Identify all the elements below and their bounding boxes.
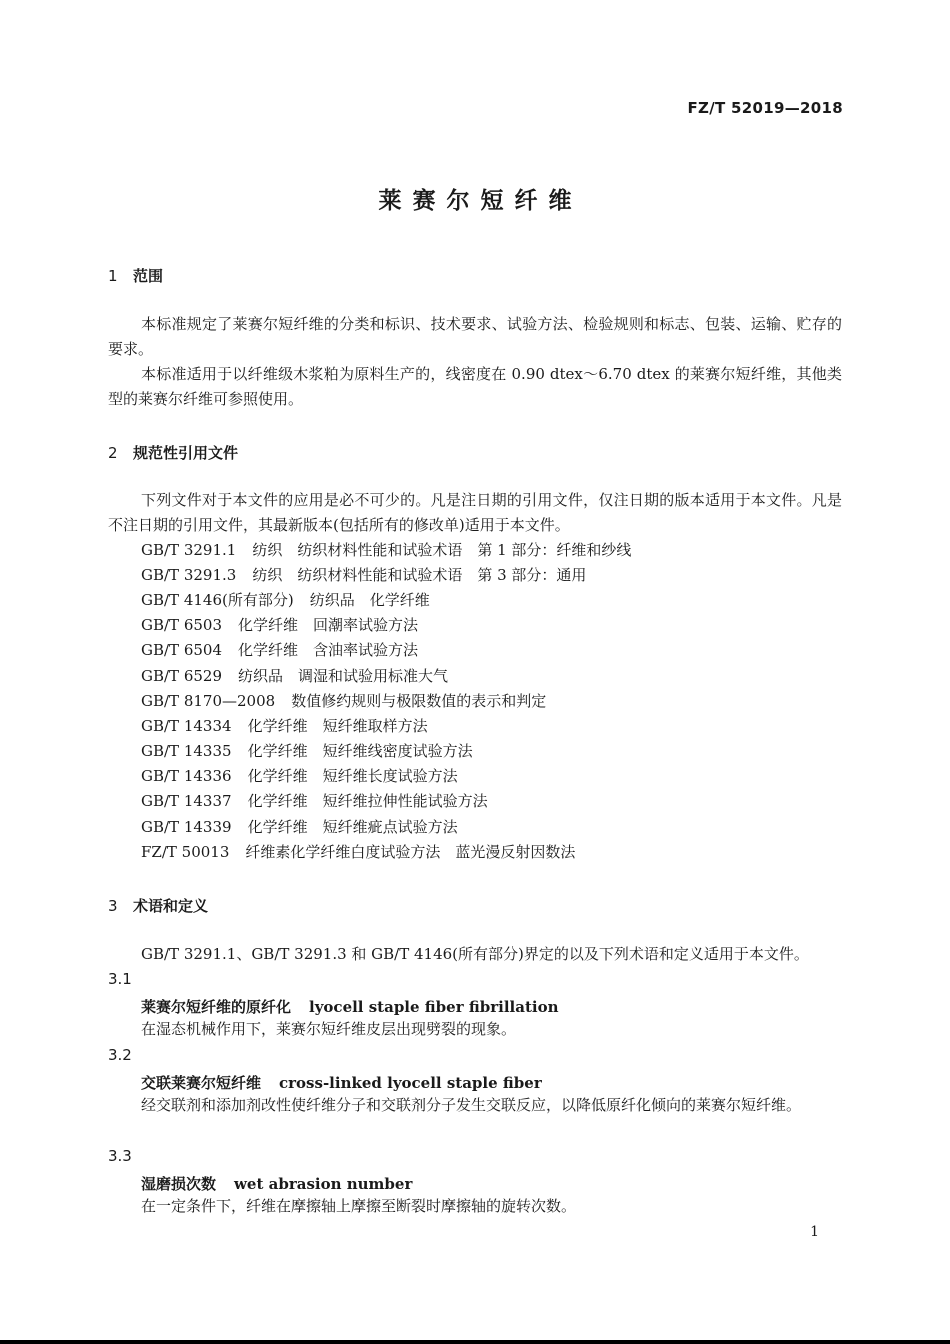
reference-code: GB/T 6504: [141, 641, 223, 659]
reference-code: GB/T 6529: [141, 667, 223, 685]
reference-code: GB/T 4146(所有部分): [141, 591, 294, 609]
reference-code: GB/T 14336: [141, 767, 232, 785]
standard-number: FZ/T 52019—2018: [687, 99, 843, 117]
reference-item: [141, 714, 428, 739]
reference-title: 化学纤维 短纤维疵点试验方法: [247, 818, 458, 836]
reference-title: 化学纤维 短纤维拉伸性能试验方法: [247, 792, 488, 810]
reference-item: [141, 563, 586, 588]
section-title: 规范性引用文件: [133, 444, 239, 462]
reference-item: [141, 764, 458, 789]
page-number: 1: [810, 1224, 819, 1240]
reference-title: 纺织品 调湿和试验用标准大气: [238, 667, 449, 685]
reference-title: 纺织 纺织材料性能和试验术语 第 1 部分：纤维和纱线: [252, 541, 632, 559]
reference-item: [141, 739, 473, 764]
term-definition: 在湿态机械作用下，莱赛尔短纤维皮层出现劈裂的现象。: [141, 1020, 517, 1038]
scope-paragraph-1: 本标准规定了莱赛尔短纤维的分类和标识、技术要求、试验方法、检验规则和标志、包装、运输、贮存的要求。: [108, 315, 842, 358]
term-english: cross-linked lyocell staple fiber: [279, 1074, 542, 1092]
reference-title: 化学纤维 含油率试验方法: [238, 641, 419, 659]
reference-item: [141, 815, 458, 840]
reference-title: 化学纤维 短纤维长度试验方法: [247, 767, 458, 785]
reference-code: GB/T 3291.3: [141, 566, 237, 584]
reference-title: 化学纤维 短纤维线密度试验方法: [247, 742, 473, 760]
section-heading-scope: [108, 265, 163, 286]
reference-item: [141, 664, 448, 689]
term-entry: [141, 1173, 412, 1194]
reference-title: 数值修约规则与极限数值的表示和判定: [291, 692, 547, 710]
section-number: 1: [108, 267, 118, 285]
term-english: wet abrasion number: [234, 1175, 413, 1193]
reference-code: GB/T 14337: [141, 792, 232, 810]
reference-item: [141, 789, 488, 814]
reference-code: GB/T 14334: [141, 717, 232, 735]
section-title: 术语和定义: [133, 897, 209, 915]
clause-number: 3.1: [108, 970, 132, 988]
reference-title: 化学纤维 短纤维取样方法: [247, 717, 428, 735]
reference-title: 化学纤维 回潮率试验方法: [238, 616, 419, 634]
reference-code: GB/T 14335: [141, 742, 232, 760]
reference-item: [141, 613, 418, 638]
reference-code: GB/T 6503: [141, 616, 223, 634]
references-intro: 下列文件对于本文件的应用是必不可少的。凡是注日期的引用文件，仅注日期的版本适用于本文件。凡是不注日期的引用文件，其最新版本(包括所有的修改单)适用于本文件。: [108, 491, 842, 534]
reference-code: GB/T 3291.1: [141, 541, 237, 559]
reference-item: [141, 588, 430, 613]
clause-number: 3.2: [108, 1046, 132, 1064]
terms-intro: GB/T 3291.1、GB/T 3291.3 和 GB/T 4146(所有部分)界定的以及下列术语和定义适用于本文件。: [141, 945, 809, 963]
section-number: 2: [108, 444, 118, 462]
term-english: lyocell staple fiber fibrillation: [309, 998, 559, 1016]
reference-code: FZ/T 50013: [141, 843, 230, 861]
document-title: 莱赛尔短纤维: [378, 188, 583, 214]
section-number: 3: [108, 897, 118, 915]
term-chinese: 湿磨损次数: [141, 1175, 217, 1193]
clause-number: 3.3: [108, 1147, 132, 1165]
scope-paragraph-2: 本标准适用于以纤维级木浆粕为原料生产的，线密度在 0.90 dtex～6.70 dtex 的莱赛尔短纤维，其他类型的莱赛尔纤维可参照使用。: [108, 365, 842, 408]
term-definition: 在一定条件下，纤维在摩擦轴上摩擦至断裂时摩擦轴的旋转次数。: [141, 1197, 577, 1215]
term-chinese: 交联莱赛尔短纤维: [141, 1074, 262, 1092]
reference-title: 纺织 纺织材料性能和试验术语 第 3 部分：通用: [252, 566, 587, 584]
section-heading-terms-definitions: [108, 895, 208, 916]
term-definition: 经交联剂和添加剂改性使纤维分子和交联剂分子发生交联反应，以降低原纤化倾向的莱赛尔短纤维。: [141, 1096, 802, 1114]
reference-item: [141, 538, 631, 563]
reference-item: [141, 638, 418, 663]
reference-code: GB/T 14339: [141, 818, 232, 836]
reference-title: 纤维素化学纤维白度试验方法 蓝光漫反射因数法: [245, 843, 576, 861]
term-entry: [141, 996, 559, 1017]
term-chinese: 莱赛尔短纤维的原纤化: [141, 998, 292, 1016]
bottom-rule: [0, 1340, 950, 1344]
section-title: 范围: [133, 267, 164, 285]
reference-title: 纺织品 化学纤维: [309, 591, 430, 609]
reference-code: GB/T 8170—2008: [141, 692, 276, 710]
reference-item: [141, 689, 546, 714]
reference-item: [141, 840, 575, 865]
section-heading-normative-references: [108, 442, 238, 463]
term-entry: [141, 1072, 542, 1093]
